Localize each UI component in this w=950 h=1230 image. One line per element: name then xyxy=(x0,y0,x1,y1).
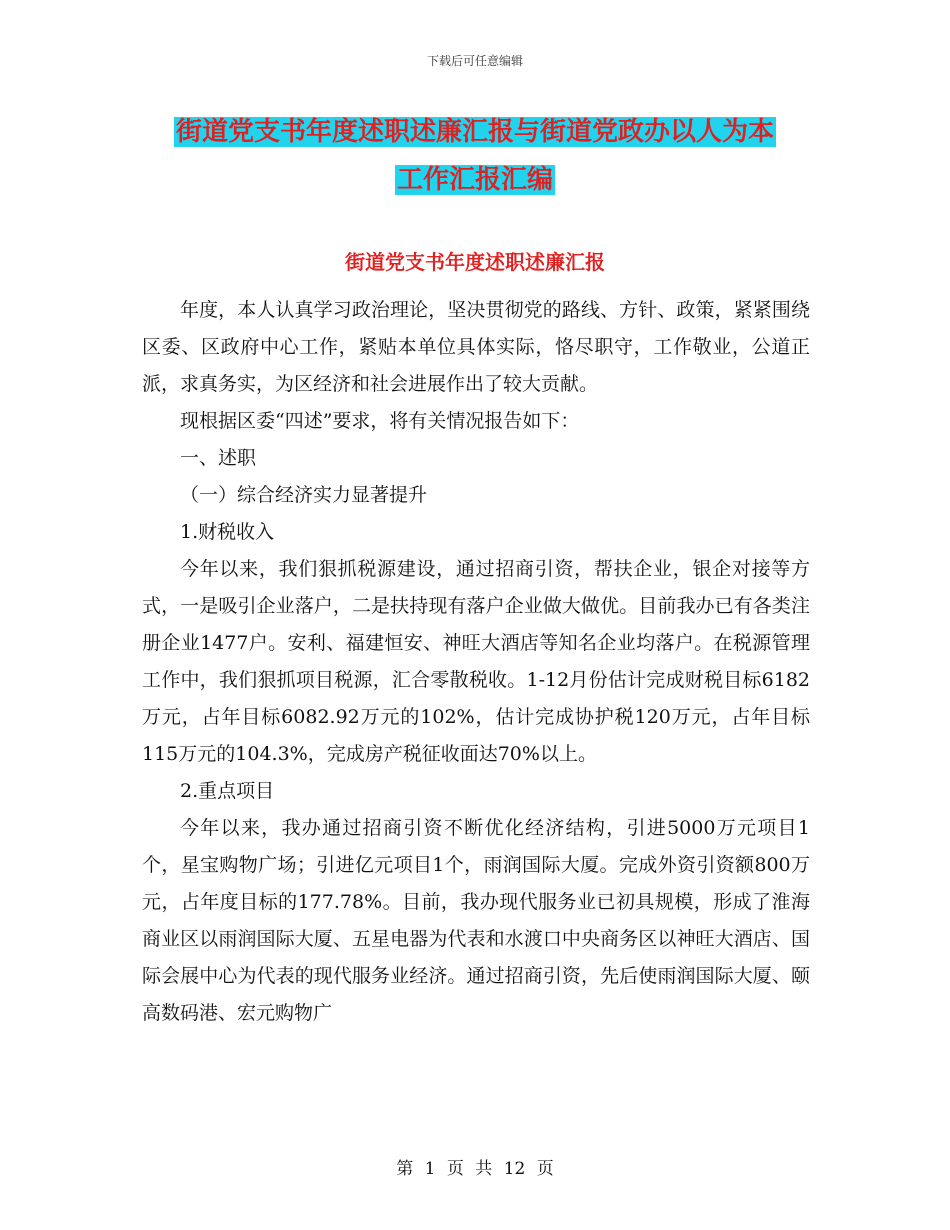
paragraph: 今年以来，我们狠抓税源建设，通过招商引资，帮扶企业，银企对接等方式，一是吸引企业落户，二是扶持现有落户企业做大做优。目前我办已有各类注册企业1477户。安利、福建恒安、神旺大酒店等知名企业均落户。在税源管理工作中，我们狠抓项目税源，汇合零散税收。1-12月份估计完成财税目标6182万元，占年目标6082.92万元的102%，估计完成协护税120万元，占年目标115万元的104.3%，完成房产税征收面达70%以上。 xyxy=(142,558,810,765)
header-note: 下载后可任意编辑 xyxy=(426,54,523,68)
heading-shuzhi: 一、述职 xyxy=(180,447,257,469)
body-text xyxy=(142,292,810,1032)
main-title-line2: 工作汇报汇编 xyxy=(396,165,553,195)
subheading-economy: （一）综合经济实力显著提升 xyxy=(180,484,428,506)
paragraph: 现根据区委“四述”要求，将有关情况报告如下： xyxy=(180,410,580,432)
paragraph: 年度，本人认真学习政治理论，坚决贯彻党的路线、方针、政策，紧紧围绕区委、区政府中心工作，紧贴本单位具体实际，恪尽职守，工作敬业，公道正派，求真务实，为区经济和社会进展作出了较大贡献。 xyxy=(142,299,810,395)
main-title xyxy=(120,108,830,204)
subheading-projects: 2.重点项目 xyxy=(180,780,275,802)
subheading-tax: 1.财税收入 xyxy=(180,521,275,543)
section-title: 街道党支书年度述职述廉汇报 xyxy=(345,250,605,274)
main-title-line1: 街道党支书年度述职述廉汇报与街道党政办以人为本 xyxy=(175,117,774,147)
page-footer: 第 1 页 共 12 页 xyxy=(396,1159,554,1179)
paragraph: 今年以来，我办通过招商引资不断优化经济结构，引进5000万元项目1个，星宝购物广场；引进亿元项目1个，雨润国际大厦。完成外资引资额800万元，占年度目标的177.78%。目前，我办现代服务业已初具规模，形成了淮海商业区以雨润国际大厦、五星电器为代表和水渡口中央商务区以神旺大酒店、国际会展中心为代表的现代服务业经济。通过招商引资，先后使雨润国际大厦、颐高数码港、宏元购物广 xyxy=(142,817,810,1024)
